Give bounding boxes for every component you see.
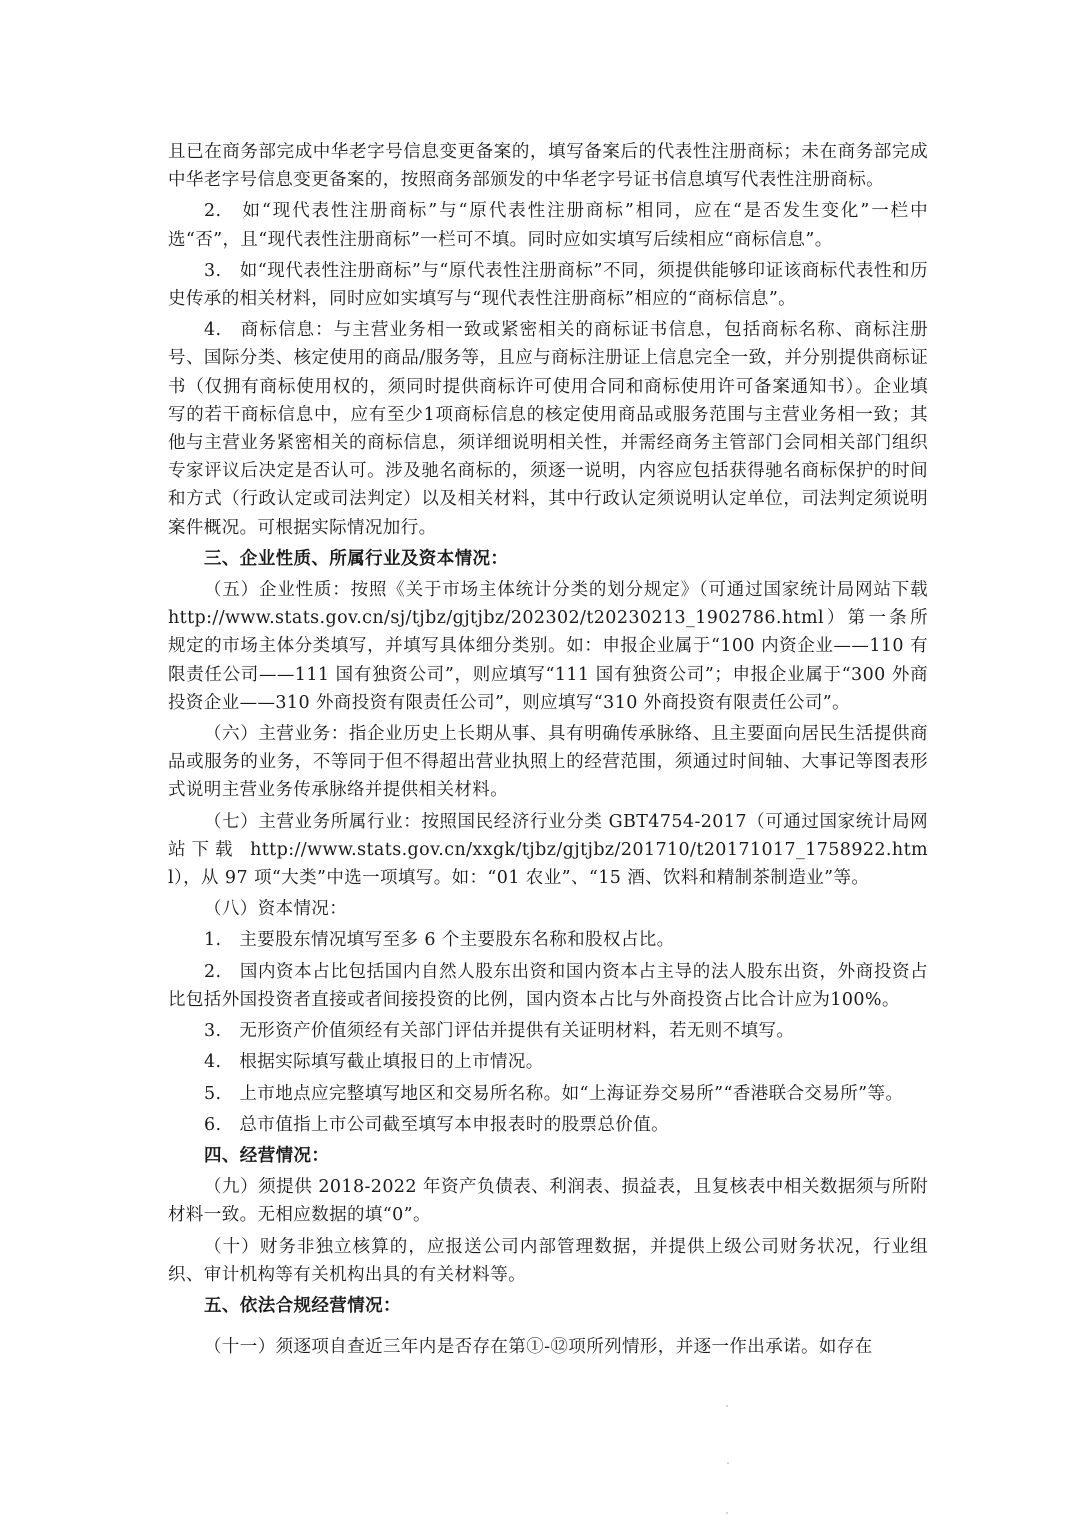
scan-speck [726, 1512, 728, 1514]
section-heading: 四、经营情况： [204, 1145, 330, 1166]
scan-speck [727, 1462, 729, 1464]
body-paragraph: （九）须提供 2018-2022 年资产负债表、利润表、损益表，且复核表中相关数据须与所附材料一致。无相应数据的填“0”。 [168, 1177, 928, 1226]
body-paragraph: （十一）须逐项自查近三年内是否存在第①-⑫项所列情形，并逐一作出承诺。如存在 [204, 1337, 873, 1358]
body-paragraph: （七）主营业务所属行业：按照国民经济行业分类 GBT4754-2017（可通过国家统计局网站下载 http://www.stats.gov.cn/xxgk/tjbz/gjtjbz/201710/t20171017_1758922.html），从 97 项“大类”中选一项填写。如：“01 农业”、“15 酒、饮料和精制茶制造业”等。 [168, 811, 928, 889]
body-paragraph: （六）主营业务：指企业历史上长期从事、具有明确传承脉络、且主要面向居民生活提供商品或服务的业务，不等同于但不得超出营业执照上的经营范围，须通过时间轴、大事记等图表形式说明主营业务传承脉络并提供相关材料。 [168, 724, 928, 801]
body-paragraph: 6. 总市值指上市公司截至填写本申报表时的股票总价值。 [204, 1114, 669, 1135]
section-heading: 三、企业性质、所属行业及资本情况： [204, 548, 509, 569]
body-paragraph: 且已在商务部完成中华老字号信息变更备案的，填写备案后的代表性注册商标；未在商务部完成中华老字号信息变更备案的，按照商务部颁发的中华老字号证书信息填写代表性注册商标。 [168, 142, 928, 191]
document-body [168, 138, 928, 1364]
body-paragraph: （五）企业性质：按照《关于市场主体统计分类的划分规定》（可通过国家统计局网站下载 http://www.stats.gov.cn/sj/tjbz/gjtjbz/202302/t20230213_1902786.html）第一条所规定的市场主体分类填写，并填写具体细分类别。如：申报企业属于“100 内资企业——110 有限责任公司——111 国有独资公司”，则应填写“111 国有独资公司”；申报企业属于“300 外商投资企业——310 外商投资有限责任公司”，则应填写“310 外商投资有限责任公司”。 [168, 580, 928, 713]
body-paragraph: 1. 主要股东情况填写至多 6 个主要股东名称和股权占比。 [204, 930, 675, 951]
body-paragraph: 2. 如“现代表性注册商标”与“原代表性注册商标”相同，应在“是否发生变化”一栏中选“否”，且“现代表性注册商标”一栏可不填。同时应如实填写后续相应“商标信息”。 [168, 201, 928, 250]
body-paragraph: 5. 上市地点应完整填写地区和交易所名称。如“上海证券交易所”“香港联合交易所”等。 [204, 1083, 904, 1104]
body-paragraph: 4. 商标信息：与主营业务相一致或紧密相关的商标证书信息，包括商标名称、商标注册号、国际分类、核定使用的商品/服务等，且应与商标注册证上信息完全一致，并分别提供商标证书（仅拥有商标使用权的，须同时提供商标许可使用合同和商标使用许可备案通知书）。企业填写的若干商标信息中，应有至少1项商标信息的核定使用商品或服务范围与主营业务相一致；其他与主营业务紧密相关的商标信息，须详细说明相关性，并需经商务主管部门会同相关部门组织专家评议后决定是否认可。涉及驰名商标的，须逐一说明，内容应包括获得驰名商标保护的时间和方式（行政认定或司法判定）以及相关材料，其中行政认定须说明认定单位，司法判定须说明案件概况。可根据实际情况加行。 [168, 320, 928, 538]
body-paragraph: 4. 根据实际填写截止填报日的上市情况。 [204, 1052, 544, 1073]
section-spacer [168, 1323, 928, 1333]
body-paragraph: （八）资本情况： [204, 899, 348, 920]
scan-speck [726, 1405, 728, 1407]
body-paragraph: 3. 无形资产价值须经有关部门评估并提供有关证明材料，若无则不填写。 [204, 1021, 795, 1042]
body-paragraph: （十）财务非独立核算的，应报送公司内部管理数据，并提供上级公司财务状况，行业组织、审计机构等有关机构出具的有关材料等。 [168, 1236, 928, 1285]
body-paragraph: 2. 国内资本占比包括国内自然人股东出资和国内资本占主导的法人股东出资，外商投资占比包括外国投资者直接或者间接投资的比例，国内资本占比与外商投资占比合计应为100%。 [168, 961, 928, 1010]
body-paragraph: 3. 如“现代表性注册商标”与“原代表性注册商标”不同，须提供能够印证该商标代表性和历史传承的相关材料，同时应如实填写与“现代表性注册商标”相应的“商标信息”。 [168, 260, 928, 310]
section-heading: 五、依法合规经营情况： [204, 1295, 401, 1316]
